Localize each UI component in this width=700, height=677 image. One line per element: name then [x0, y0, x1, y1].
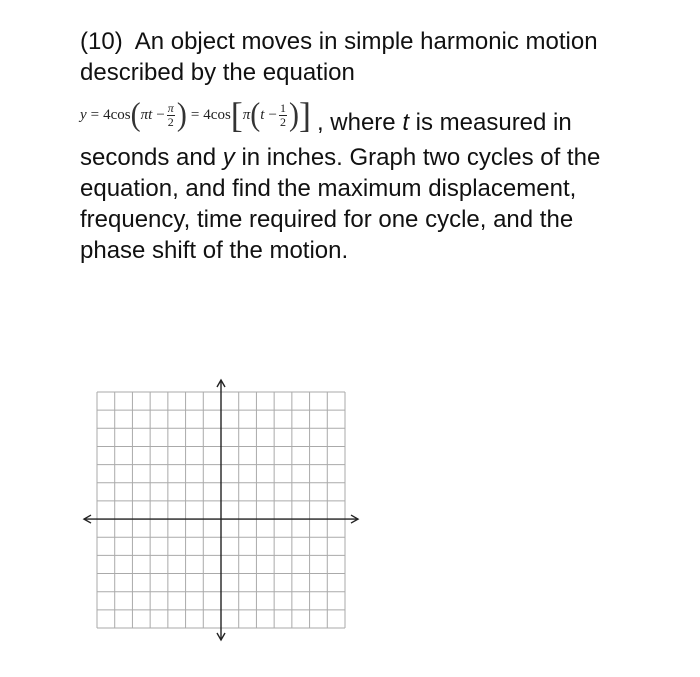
- problem-line-5: equation, and find the maximum displacement,: [80, 175, 577, 202]
- after-eq-var: t: [402, 108, 409, 136]
- eq-amplitude-1: 4cos: [103, 106, 131, 123]
- eq-pi-1: π: [140, 106, 149, 123]
- after-eq-a: , where: [316, 108, 403, 136]
- eq-equals-2: =: [190, 106, 200, 123]
- eq-minus-1: −: [156, 106, 165, 123]
- eq-t-2: t: [260, 106, 265, 123]
- eq-pi-2: π: [242, 106, 251, 123]
- coordinate-grid: [80, 376, 362, 644]
- problem-line-7: phase shift of the motion.: [80, 237, 349, 264]
- graph-area: [80, 376, 362, 644]
- line4-a: seconds and: [80, 144, 223, 171]
- problem-line-2: described by the equation: [80, 59, 355, 86]
- eq-frac2-num: 1: [279, 100, 286, 115]
- line4-b: in inches. Graph two cycles of the: [234, 144, 601, 171]
- problem-line-1: [80, 26, 680, 57]
- line4-var: y: [222, 144, 235, 171]
- equation: [80, 97, 311, 133]
- problem-line-1-text: An object moves in simple harmonic motion: [134, 28, 598, 55]
- after-eq-b: is measured in: [408, 108, 572, 136]
- problem-line-4: [80, 142, 680, 173]
- eq-fraction-1: [167, 102, 175, 129]
- eq-paren-open-2: (: [250, 96, 261, 133]
- eq-paren-close-2: ): [288, 96, 299, 133]
- eq-amplitude-2: 4cos: [203, 106, 231, 123]
- eq-fraction-2: [279, 102, 287, 129]
- problem-text: [80, 26, 680, 266]
- eq-minus-2: −: [268, 106, 277, 123]
- after-equation-text: [317, 107, 572, 138]
- eq-t-1: t: [148, 106, 153, 123]
- eq-paren-open-1: (: [130, 96, 141, 133]
- eq-paren-close-1: ): [176, 96, 187, 133]
- problem-number: (10): [80, 28, 123, 55]
- eq-frac2-den: 2: [279, 114, 286, 129]
- eq-equals-1: =: [90, 106, 100, 123]
- eq-frac1-num: π: [167, 100, 174, 115]
- problem-line-6: frequency, time required for one cycle, and the: [80, 206, 574, 233]
- eq-bracket-close: ]: [298, 95, 311, 135]
- eq-bracket-open: [: [230, 95, 243, 135]
- eq-y: y: [80, 106, 87, 123]
- eq-frac1-den: 2: [167, 114, 174, 129]
- equation-line: [80, 86, 680, 144]
